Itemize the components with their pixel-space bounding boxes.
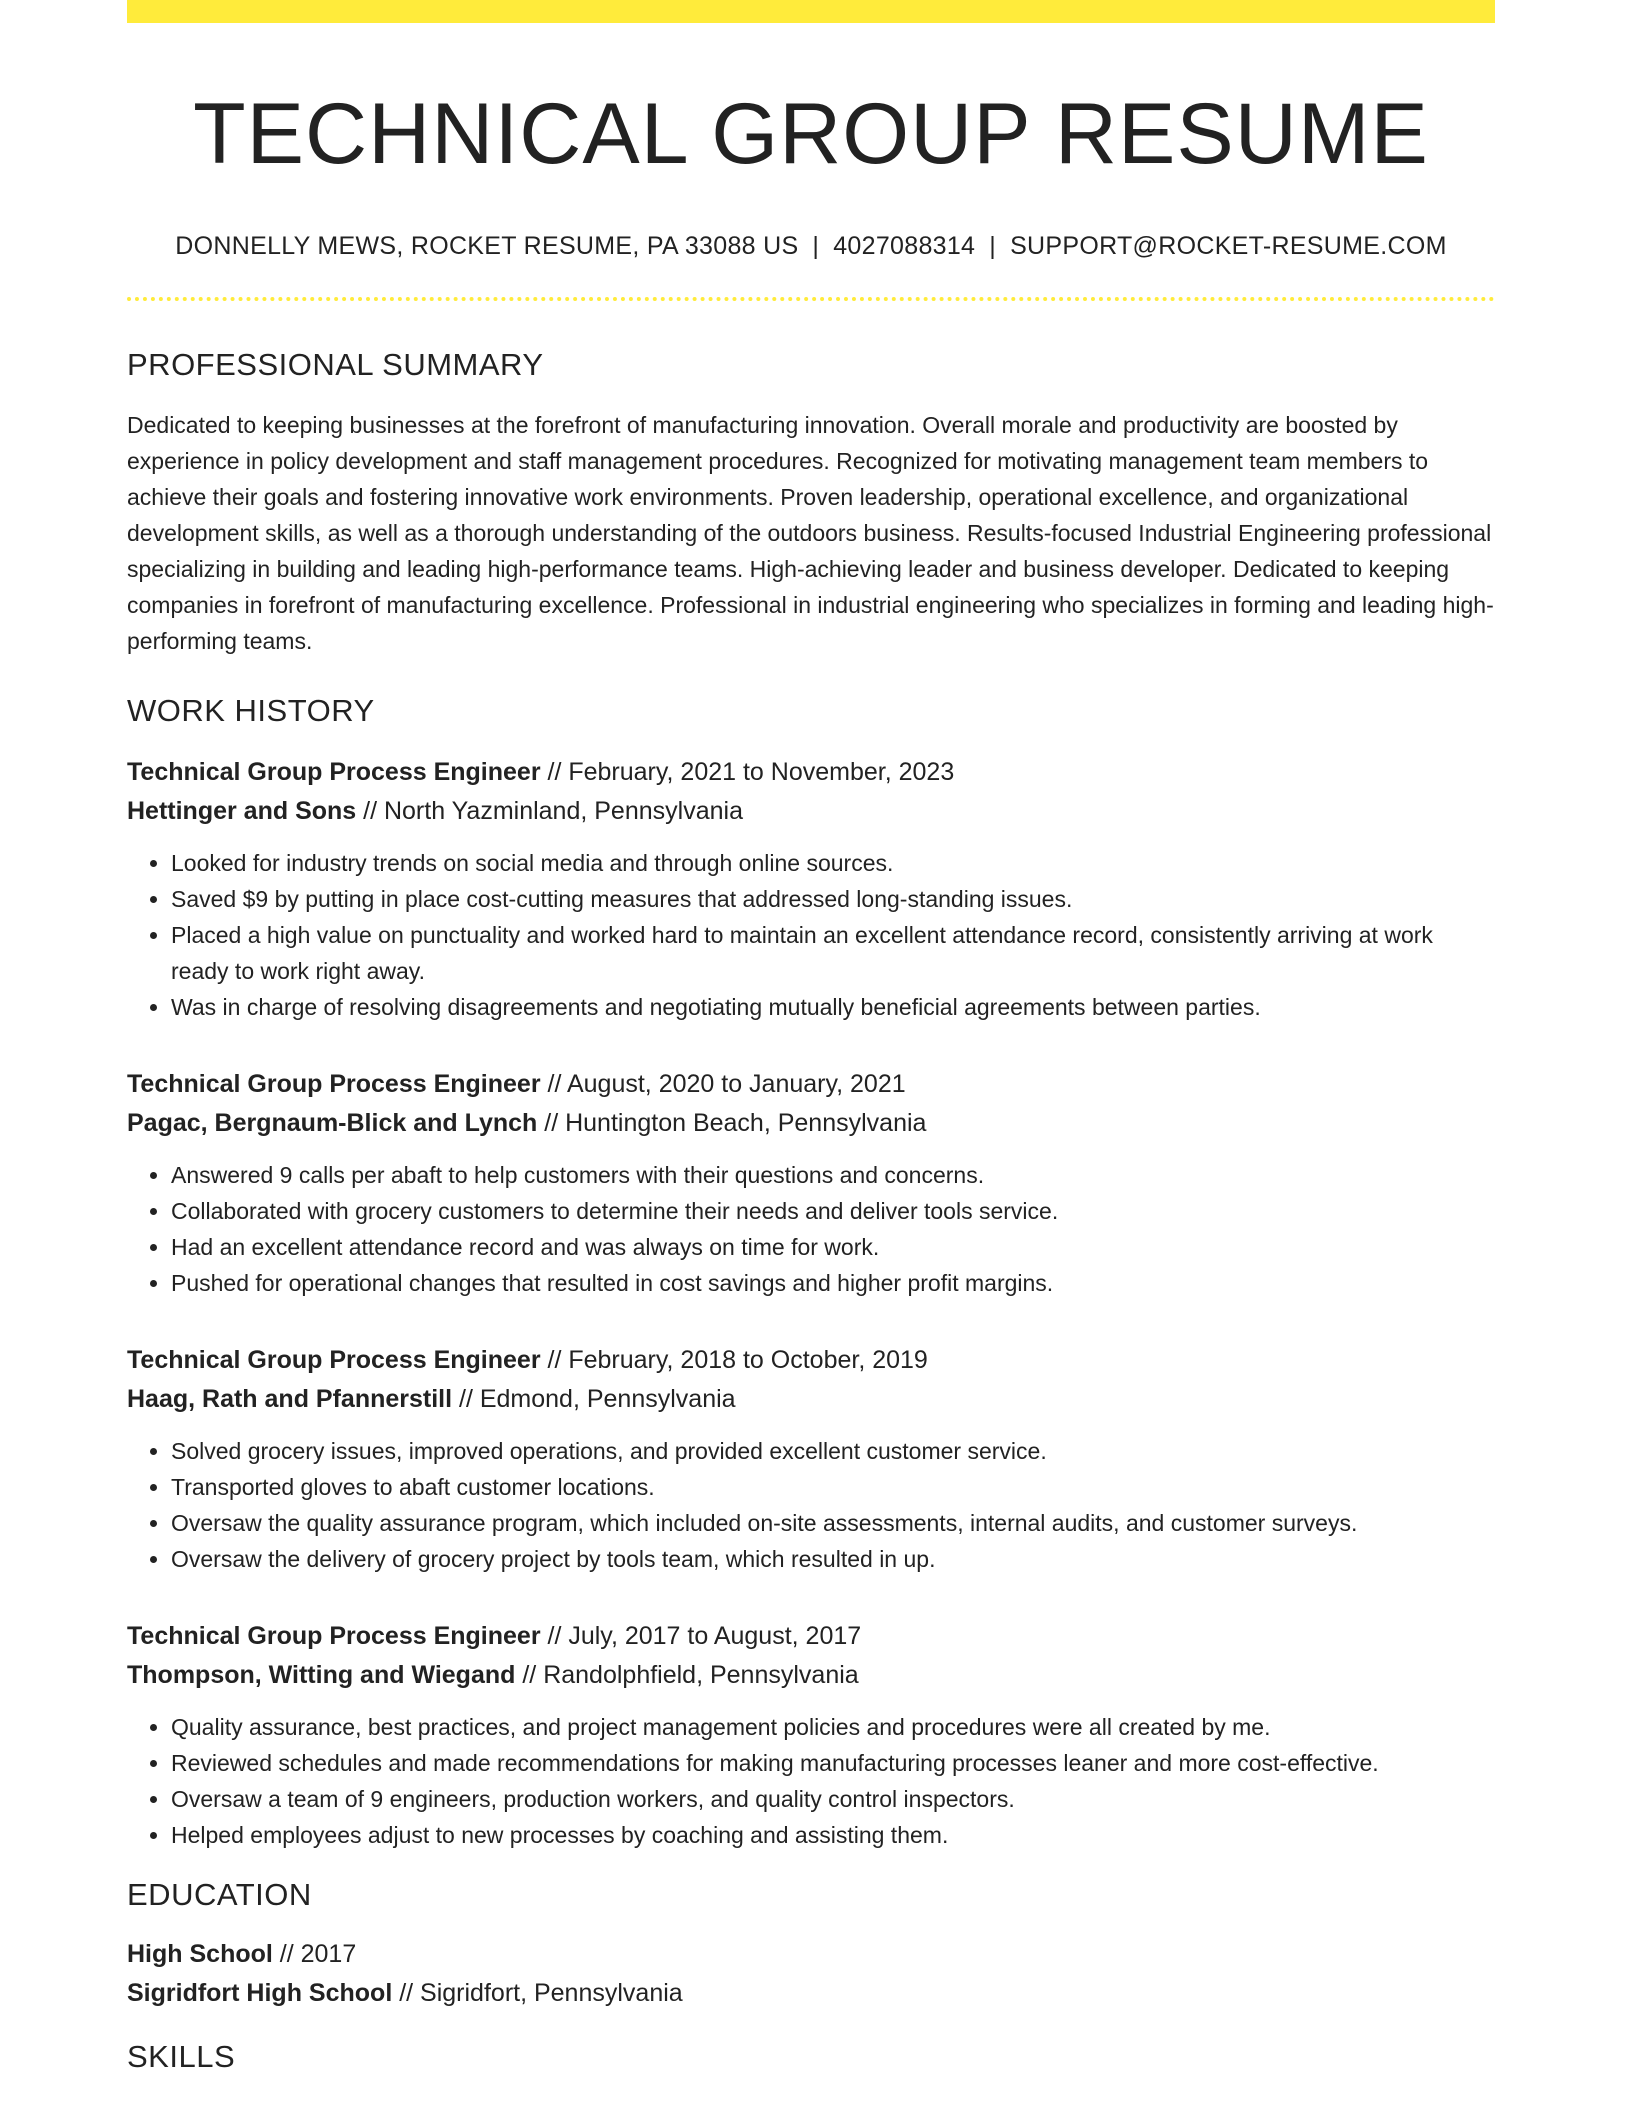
job-company-line <box>127 792 1495 831</box>
job-bullets <box>127 1433 1495 1577</box>
contact-address: DONNELLY MEWS, ROCKET RESUME, PA 33088 US <box>175 232 799 261</box>
job-bullets <box>127 1709 1495 1853</box>
contact-email: SUPPORT@ROCKET-RESUME.COM <box>1010 232 1447 261</box>
job-entry <box>127 1617 1495 1853</box>
job-bullet: • Oversaw a team of 9 engineers, production workers, and quality control inspectors. <box>171 1781 1495 1817</box>
job-bullet: • Placed a high value on punctuality and worked hard to maintain an excellent attendance record, consistently arriving at work ready to work right away. <box>171 917 1495 989</box>
job-bullets <box>127 1157 1495 1301</box>
education-school: Sigridfort High School <box>127 1979 393 2008</box>
job-company: Haag, Rath and Pfannerstill <box>127 1385 453 1414</box>
resume-page <box>127 0 1495 2075</box>
dotted-divider <box>127 297 1495 301</box>
job-bullet: • Was in charge of resolving disagreements and negotiating mutually beneficial agreements between parties. <box>171 989 1495 1025</box>
job-title-line <box>127 1341 1495 1380</box>
job-bullet: • Collaborated with grocery customers to determine their needs and deliver tools service. <box>171 1193 1495 1229</box>
education-degree: High School <box>127 1940 273 1969</box>
job-location: // Huntington Beach, Pennsylvania <box>537 1109 927 1138</box>
job-bullet: • Saved $9 by putting in place cost-cutting measures that addressed long-standing issues. <box>171 881 1495 917</box>
education-heading: EDUCATION <box>127 1877 312 1913</box>
job-company-line <box>127 1380 1495 1419</box>
job-bullet: • Solved grocery issues, improved operations, and provided excellent customer service. <box>171 1433 1495 1469</box>
job-bullet: • Oversaw the quality assurance program, which included on-site assessments, internal audits, and customer surveys. <box>171 1505 1495 1541</box>
contact-line <box>127 232 1495 261</box>
job-location: // Randolphfield, Pennsylvania <box>515 1661 859 1690</box>
work-history-heading: WORK HISTORY <box>127 693 375 729</box>
job-bullet: • Reviewed schedules and made recommendations for making manufacturing processes leaner and more cost-effective. <box>171 1745 1495 1781</box>
job-bullet: • Transported gloves to abaft customer locations. <box>171 1469 1495 1505</box>
job-company: Thompson, Witting and Wiegand <box>127 1661 516 1690</box>
job-bullet: • Looked for industry trends on social media and through online sources. <box>171 845 1495 881</box>
skills-heading: SKILLS <box>127 2039 236 2075</box>
education-year: // 2017 <box>272 1940 357 1969</box>
job-dates: // July, 2017 to August, 2017 <box>540 1622 862 1651</box>
job-entry <box>127 753 1495 1025</box>
job-title: Technical Group Process Engineer <box>127 758 541 787</box>
job-title: Technical Group Process Engineer <box>127 1622 541 1651</box>
education-school-line <box>127 1974 1495 2013</box>
job-bullets <box>127 845 1495 1025</box>
job-bullet: • Had an excellent attendance record and was always on time for work. <box>171 1229 1495 1265</box>
contact-separator: | <box>812 232 820 261</box>
job-title: Technical Group Process Engineer <box>127 1346 541 1375</box>
top-accent-bar <box>127 0 1495 23</box>
job-title-line <box>127 753 1495 792</box>
job-dates: // February, 2018 to October, 2019 <box>540 1346 928 1375</box>
job-entry <box>127 1341 1495 1577</box>
contact-phone: 4027088314 <box>833 232 976 261</box>
education-degree-line <box>127 1935 1495 1974</box>
contact-separator: | <box>989 232 997 261</box>
job-title: Technical Group Process Engineer <box>127 1070 541 1099</box>
job-location: // Edmond, Pennsylvania <box>452 1385 736 1414</box>
job-dates: // August, 2020 to January, 2021 <box>540 1070 906 1099</box>
job-title-line <box>127 1617 1495 1656</box>
job-bullet: • Oversaw the delivery of grocery project by tools team, which resulted in up. <box>171 1541 1495 1577</box>
job-dates: // February, 2021 to November, 2023 <box>540 758 955 787</box>
job-location: // North Yazminland, Pennsylvania <box>356 797 743 826</box>
resume-name: TECHNICAL GROUP RESUME <box>193 86 1429 182</box>
job-bullet: • Answered 9 calls per abaft to help customers with their questions and concerns. <box>171 1157 1495 1193</box>
job-bullet: • Pushed for operational changes that resulted in cost savings and higher profit margins. <box>171 1265 1495 1301</box>
job-company-line <box>127 1656 1495 1695</box>
summary-text: Dedicated to keeping businesses at the forefront of manufacturing innovation. Overall morale and productivity are boosted by experience in policy development and staff management procedures. Recognized for motivating management team members to achieve their goals and fostering innovative work environments. Proven leadership, operational excellence, and organizational development skills, as well as a thorough understanding of the outdoors business. Results-focused Industrial Engineering professional specializing in building and leading high-performance teams. High-achieving leader and business developer. Dedicated to keeping companies in forefront of manufacturing excellence. Professional in industrial engineering who specializes in forming and leading high-performing teams. <box>127 412 1494 655</box>
job-company-line <box>127 1104 1495 1143</box>
summary-heading: PROFESSIONAL SUMMARY <box>127 347 544 383</box>
education-location: // Sigridfort, Pennsylvania <box>392 1979 683 2008</box>
job-company: Hettinger and Sons <box>127 797 357 826</box>
education-entry <box>127 1935 1495 2013</box>
job-bullet: • Helped employees adjust to new processes by coaching and assisting them. <box>171 1817 1495 1853</box>
job-entry <box>127 1065 1495 1301</box>
job-company: Pagac, Bergnaum-Blick and Lynch <box>127 1109 538 1138</box>
job-bullet: • Quality assurance, best practices, and project management policies and procedures were all created by me. <box>171 1709 1495 1745</box>
job-title-line <box>127 1065 1495 1104</box>
